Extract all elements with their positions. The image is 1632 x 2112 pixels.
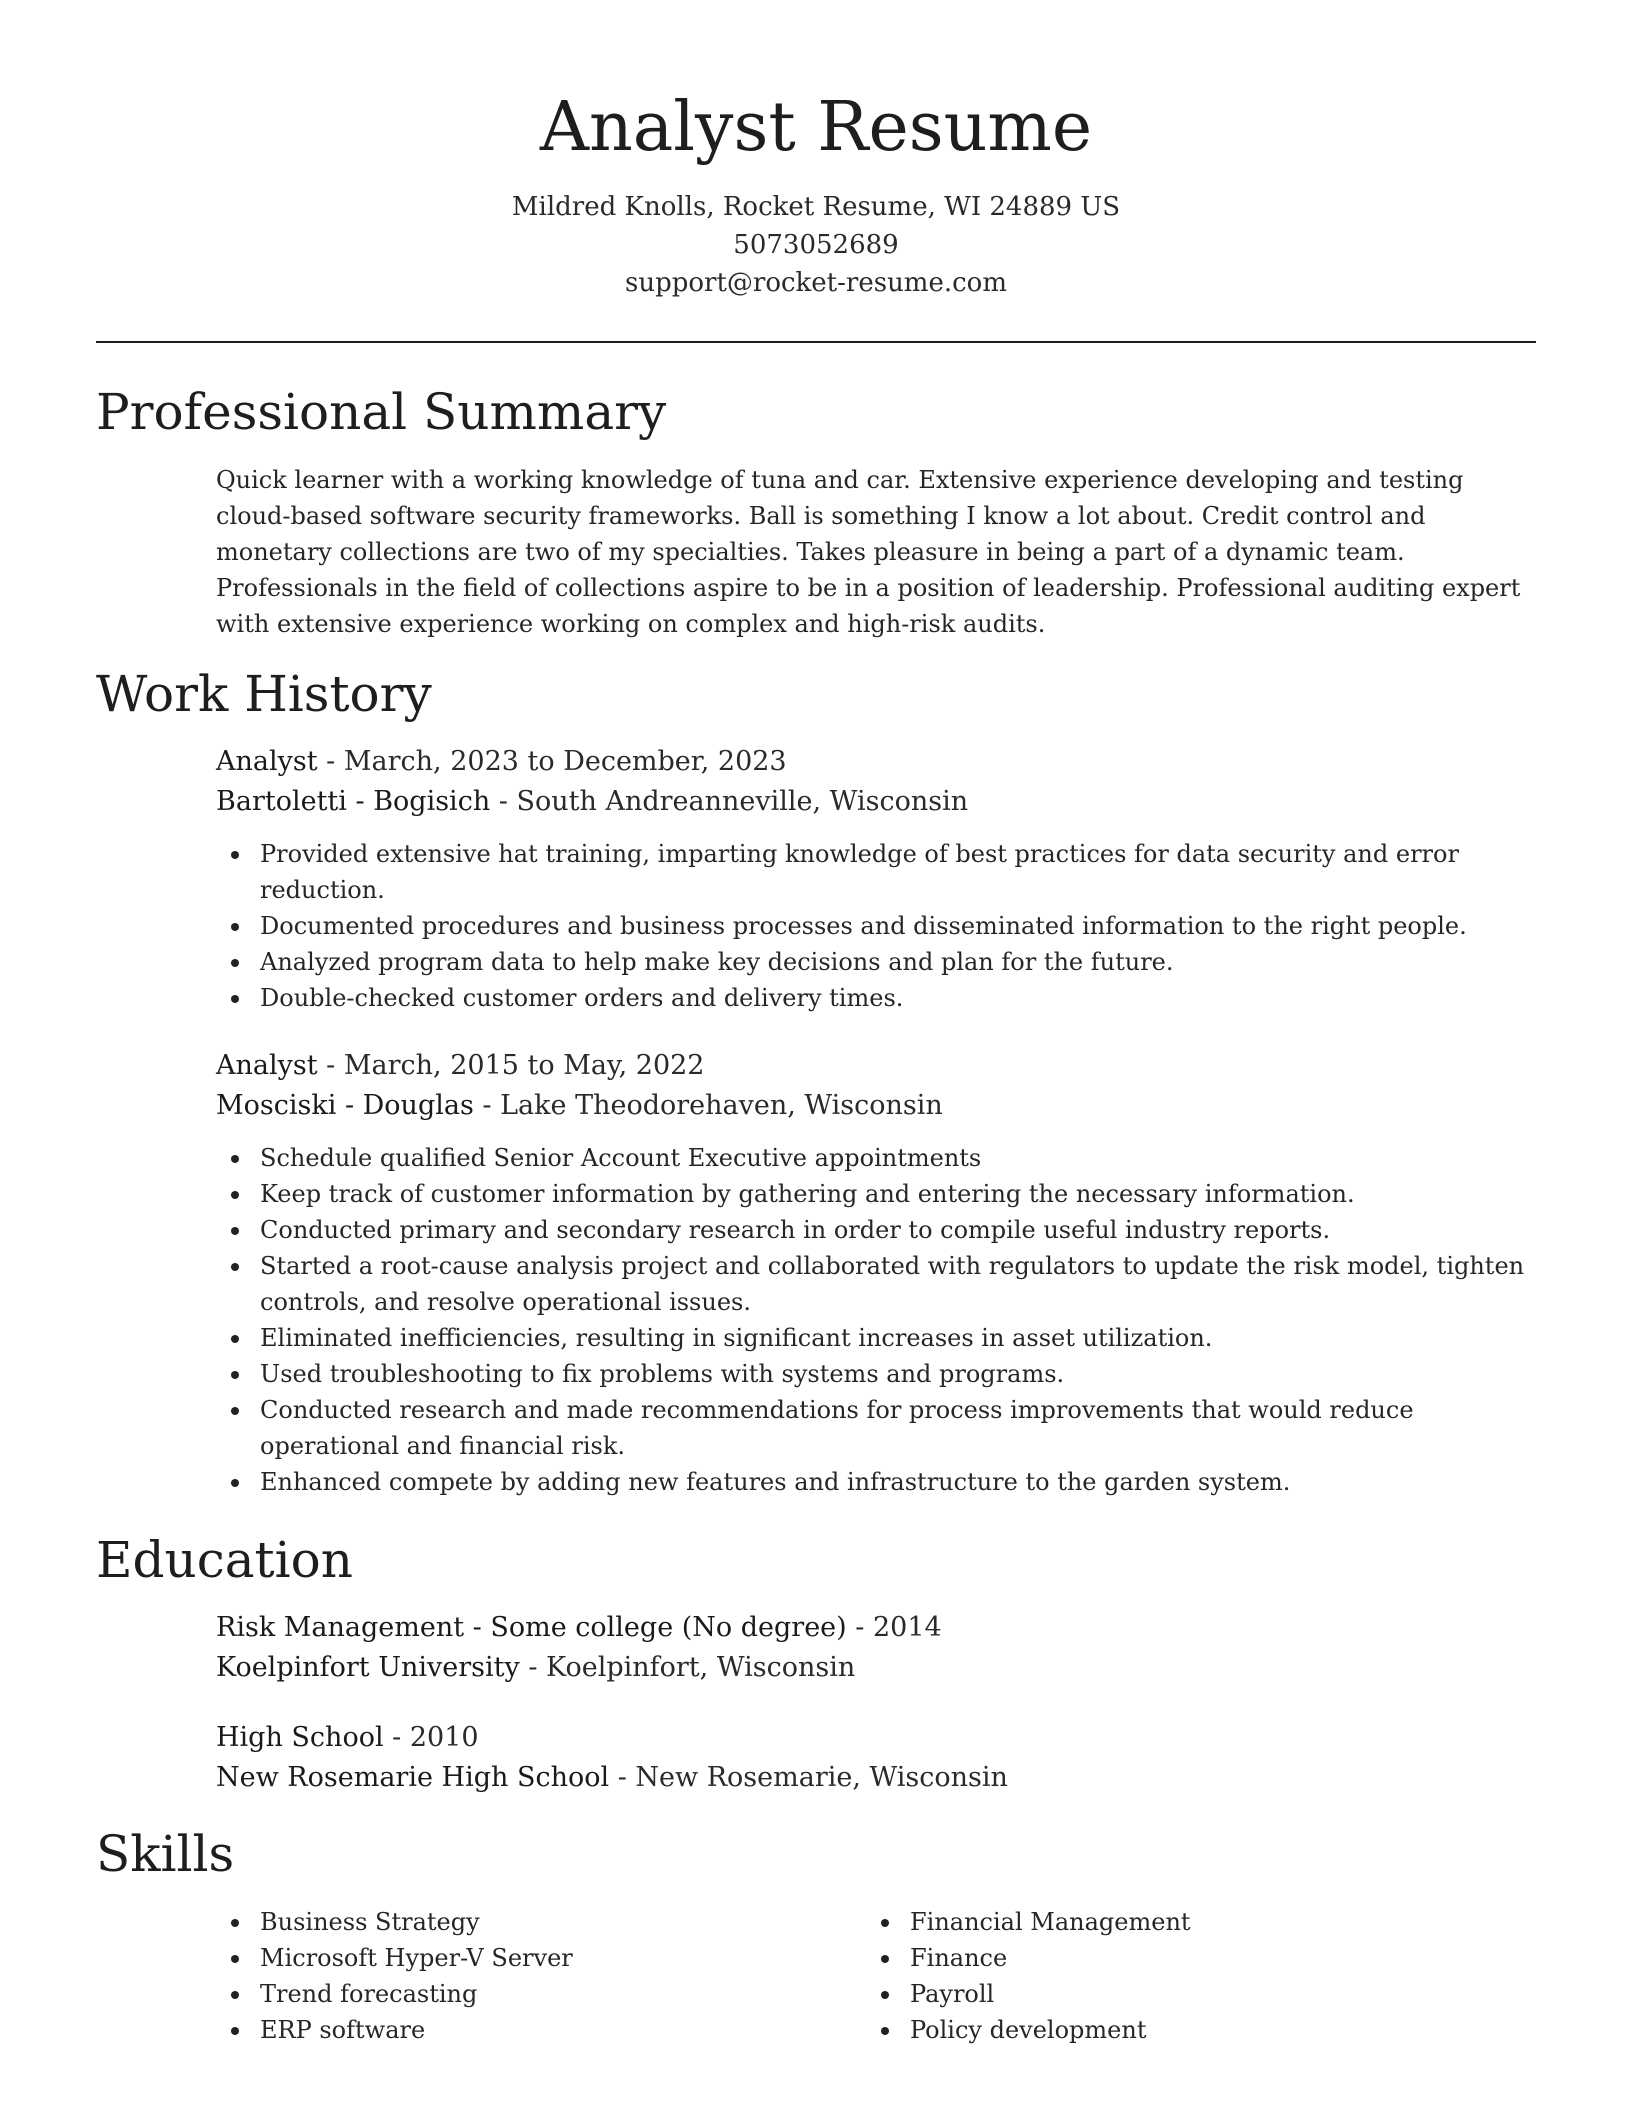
education-heading: Education [96,1531,353,1589]
skills-column-right [866,1904,1516,2048]
skills-heading: Skills [96,1825,235,1883]
degree-name: Risk Management - Some college (No degree) [216,1612,847,1643]
contact-info [0,188,1632,302]
summary-text: Quick learner with a working knowledge of tuna and car. Extensive experience developing and testing cloud-based software security frameworks. Ball is something I know a lot about. Credit control and monetary collections are two of my specialties. Takes pleasure in being a part of a dynamic team. Professionals in the field of collections aspire to be in a position of leadership. Professional auditing expert with extensive experience working on complex and high-risk audits. [216,466,1521,638]
list-item [216,1356,1536,1392]
resume-title: Analyst Resume [539,88,1093,167]
duty-text: Keep track of customer information by gathering and entering the necessary information. [260,1180,1355,1208]
skills-left-list [216,1904,866,2048]
duty-text: Provided extensive hat training, imparting knowledge of best practices for data security and error reduction. [260,840,1459,904]
bullet-icon [231,1407,239,1415]
bullet-icon [231,1335,239,1343]
bullet-icon [231,1191,239,1199]
list-item [216,1904,866,1940]
list-item [216,944,1536,980]
job-dates: - March, 2015 to May, 2022 [317,1050,705,1081]
bullet-icon [231,1155,239,1163]
bullet-icon [231,1955,239,1963]
list-item [216,908,1536,944]
bullet-icon [231,2027,239,2035]
skills-right-list [866,1904,1516,2048]
duty-text: Conducted research and made recommendations for process improvements that would reduce operational and financial risk. [260,1396,1414,1460]
contact-address: Mildred Knolls, Rocket Resume, WI 24889 US [511,192,1121,222]
job-role: Analyst [216,746,318,777]
bullet-icon [231,1263,239,1271]
school-location: - Koelpinfort, Wisconsin [519,1652,856,1683]
school-line [216,1648,1536,1688]
bullet-icon [231,1227,239,1235]
education-entry [216,1718,1536,1798]
list-item [216,1464,1536,1500]
contact-phone: 5073052689 [733,230,899,260]
bullet-icon [881,1919,889,1927]
list-item [216,1140,1536,1176]
job-title-line [216,742,1536,782]
skill-text: Business Strategy [260,1908,480,1936]
job-role: Analyst [216,1050,318,1081]
job-title-line [216,1046,1536,1086]
bullet-icon [881,1955,889,1963]
skill-text: ERP software [260,2016,426,2044]
duty-text: Analyzed program data to help make key decisions and plan for the future. [260,948,1174,976]
list-item [216,1212,1536,1248]
list-item [216,1320,1536,1356]
job-dates: - March, 2023 to December, 2023 [317,746,787,777]
job-entry [216,1046,1536,1500]
skill-text: Trend forecasting [260,1980,478,2008]
list-item [216,1940,866,1976]
job-location: - Lake Theodorehaven, Wisconsin [473,1090,943,1121]
degree-year: - 2010 [383,1722,479,1753]
job-duties-list [216,1140,1536,1500]
bullet-icon [231,1919,239,1927]
skills-list [216,1904,1536,2048]
resume-header [0,80,1632,302]
duty-text: Enhanced compete by adding new features and infrastructure to the garden system. [260,1468,1291,1496]
list-item [216,836,1536,908]
job-company: Mosciski - Douglas [216,1090,474,1121]
contact-email: support@rocket-resume.com [624,268,1007,298]
header-divider [96,341,1536,343]
list-item [866,1976,1516,2012]
list-item [216,1248,1536,1320]
duty-text: Schedule qualified Senior Account Executive appointments [260,1144,982,1172]
duty-text: Used troubleshooting to fix problems with systems and programs. [260,1360,1065,1388]
duty-text: Documented procedures and business processes and disseminated information to the right people. [260,912,1467,940]
bullet-icon [881,1991,889,1999]
bullet-icon [881,2027,889,2035]
duty-text: Double-checked customer orders and delivery times. [260,984,904,1012]
list-item [866,1940,1516,1976]
school-location: - New Rosemarie, Wisconsin [609,1762,1008,1793]
list-item [216,2012,866,2048]
bullet-icon [231,995,239,1003]
list-item [866,1904,1516,1940]
school-name: New Rosemarie High School [216,1762,610,1793]
bullet-icon [231,1991,239,1999]
duty-text: Started a root-cause analysis project and collaborated with regulators to update the risk model, tighten controls, and resolve operational issues. [260,1252,1525,1316]
bullet-icon [231,959,239,967]
skills-column-left [216,1904,866,2048]
bullet-icon [231,851,239,859]
list-item [216,1176,1536,1212]
duty-text: Eliminated inefficiencies, resulting in significant increases in asset utilization. [260,1324,1213,1352]
skill-text: Finance [910,1944,1008,1972]
job-company: Bartoletti - Bogisich [216,786,491,817]
degree-line [216,1608,1536,1648]
list-item [216,980,1536,1016]
list-item [866,2012,1516,2048]
bullet-icon [231,1479,239,1487]
skill-text: Payroll [910,1980,995,2008]
work-history-heading: Work History [96,665,432,723]
job-duties-list [216,836,1536,1016]
duty-text: Conducted primary and secondary research in order to compile useful industry reports. [260,1216,1331,1244]
skill-text: Financial Management [910,1908,1191,1936]
job-entry [216,742,1536,1016]
job-location: - South Andreanneville, Wisconsin [490,786,969,817]
school-line [216,1758,1536,1798]
skill-text: Policy development [910,2016,1147,2044]
degree-line [216,1718,1536,1758]
list-item [216,1976,866,2012]
skill-text: Microsoft Hyper-V Server [260,1944,573,1972]
job-company-line [216,782,1536,822]
list-item [216,1392,1536,1464]
school-name: Koelpinfort University [216,1652,520,1683]
bullet-icon [231,1371,239,1379]
bullet-icon [231,923,239,931]
degree-year: - 2014 [846,1612,942,1643]
education-entry [216,1608,1536,1688]
summary-heading: Professional Summary [96,383,667,441]
degree-name: High School [216,1722,384,1753]
job-company-line [216,1086,1536,1126]
